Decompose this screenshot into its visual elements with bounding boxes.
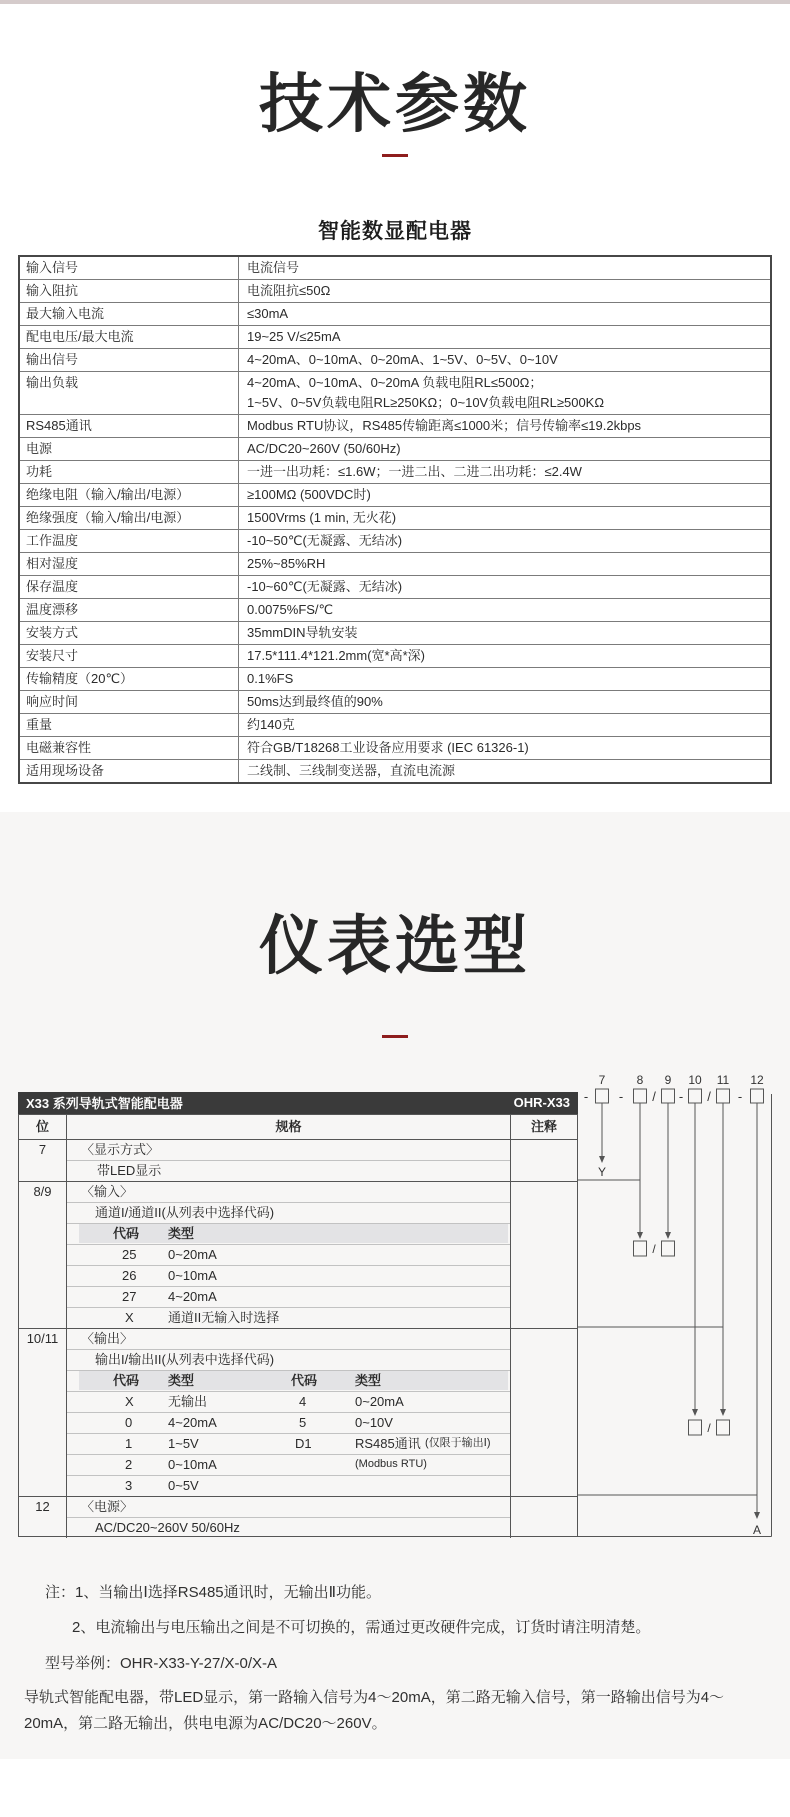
selection-row [19, 1265, 577, 1286]
note-cell [511, 1370, 577, 1391]
spec-value: 符合GB/T18268工业设备应用要求 (IEC 61326-1) [247, 740, 529, 756]
position-cell [19, 1454, 67, 1475]
selection-table-column-headers [19, 1115, 577, 1139]
spec-label: 重量 [20, 714, 239, 736]
spec-value: ≤30mA [247, 306, 289, 322]
note-cell [511, 1223, 577, 1244]
spec-row [20, 279, 770, 302]
spec-row [20, 437, 770, 460]
selection-row [19, 1328, 577, 1349]
spec-label: 电源 [20, 438, 239, 460]
pair-slash: / [707, 1420, 711, 1435]
spec-cell: 2 0~10mA (Modbus RTU) [67, 1454, 511, 1475]
selection-row [19, 1454, 577, 1475]
spec-value: 35mmDIN导轨安装 [247, 625, 358, 641]
spec-value: 17.5*111.4*121.2mm(宽*高*深) [247, 648, 425, 664]
selection-table [18, 1114, 578, 1537]
spec-label: 功耗 [20, 461, 239, 483]
title-divider [382, 154, 408, 157]
spec-row [20, 529, 770, 552]
spec-value: Modbus RTU协议，RS485传输距离≤1000米；信号传输率≤19.2kbps [247, 418, 642, 434]
spec-row [20, 759, 770, 782]
note-cell [511, 1139, 577, 1160]
spec-value: 一进一出功耗：≤1.6W；一进二出、二进二出功耗：≤2.4W [247, 464, 582, 480]
note-cell [511, 1244, 577, 1265]
spec-label: 温度漂移 [20, 599, 239, 621]
selection-row [19, 1412, 577, 1433]
ordering-notes [0, 1581, 790, 1737]
selection-row [19, 1286, 577, 1307]
selection-row [19, 1391, 577, 1412]
note-1: 注：1、当输出Ⅰ选择RS485通讯时，无输出Ⅱ功能。 [45, 1583, 382, 1601]
input-code-box-2 [662, 1241, 675, 1256]
spec-cell: 3 0~5V [67, 1475, 511, 1496]
model-example: 型号举例：OHR-X33-Y-27/X-0/X-A [45, 1654, 278, 1672]
code-separator: / [652, 1088, 656, 1104]
code-box-9 [662, 1089, 675, 1103]
arrow-output2 [720, 1409, 726, 1416]
note-cell [511, 1475, 577, 1496]
code-separator: - [618, 1088, 624, 1104]
spec-value: 0.1%FS [247, 671, 294, 687]
spec-value: 4~20mA、0~10mA、0~20mA 负载电阻RL≤500Ω； 1~5V、0~5V负载电阻RL≥250KΩ；0~10V负载电阻RL≥500KΩ [247, 375, 605, 411]
code-separator: - [678, 1088, 684, 1104]
spec-cell: AC/DC20~260V 50/60Hz [67, 1517, 511, 1538]
position-cell: 10/11 [19, 1328, 67, 1349]
spec-label: 输出负载 [20, 372, 239, 414]
selection-row [19, 1370, 577, 1391]
spec-row [20, 644, 770, 667]
spec-value: 19~25 V/≤25mA [247, 329, 341, 345]
spec-value: AC/DC20~260V (50/60Hz) [247, 441, 401, 457]
spec-row [20, 575, 770, 598]
spec-value: 50ms达到最终值的90% [247, 694, 383, 710]
selection-rows [19, 1139, 577, 1538]
spec-cell: 0 4~20mA 5 0~10V [67, 1412, 511, 1433]
selection-row [19, 1139, 577, 1160]
spec-row [20, 552, 770, 575]
note-cell [511, 1160, 577, 1181]
arrow-display [599, 1156, 605, 1163]
spec-row [20, 736, 770, 759]
position-cell [19, 1286, 67, 1307]
spec-cell: X 通道II无输入时选择 [67, 1307, 511, 1328]
spec-value: ≥100MΩ (500VDC时) [247, 487, 371, 503]
spec-row [20, 483, 770, 506]
spec-label: 适用现场设备 [20, 760, 239, 782]
spec-label: 绝缘电阻（输入/输出/电源） [20, 484, 239, 506]
position-cell [19, 1223, 67, 1244]
note-cell [511, 1454, 577, 1475]
digit-label: 9 [664, 1072, 672, 1087]
spec-value: 电流阻抗≤50Ω [247, 283, 331, 299]
col-header-note: 注释 [530, 1118, 557, 1134]
note-cell [511, 1349, 577, 1370]
digit-label: 7 [598, 1072, 606, 1087]
note-cell [511, 1181, 577, 1202]
section-tech-specs [0, 4, 790, 812]
digit-label: 8 [636, 1072, 644, 1087]
spec-label: 配电电压/最大电流 [20, 326, 239, 348]
note-2: 2、电流输出与电压输出之间是不可切换的，需通过更改硬件完成，订货时请注明清楚。 [72, 1618, 651, 1636]
position-cell [19, 1412, 67, 1433]
selection-row [19, 1496, 577, 1517]
spec-value: 电流信号 [247, 260, 300, 276]
output-code-box-2 [717, 1420, 730, 1435]
selection-row [19, 1160, 577, 1181]
digit-label: 10 [688, 1072, 702, 1087]
selection-row [19, 1181, 577, 1202]
position-cell [19, 1265, 67, 1286]
col-header-spec: 规格 [67, 1115, 511, 1139]
spec-cell: 〈显示方式〉 [67, 1139, 511, 1160]
note-cell [511, 1433, 577, 1454]
spec-cell: 通道I/通道II(从列表中选择代码) [67, 1202, 511, 1223]
selection-row [19, 1244, 577, 1265]
spec-value: 二线制、三线制变送器，直流电流源 [247, 763, 456, 779]
spec-label: 安装方式 [20, 622, 239, 644]
input-code-box-1 [634, 1241, 647, 1256]
position-cell [19, 1475, 67, 1496]
spec-cell: 输出I/输出II(从列表中选择代码) [67, 1349, 511, 1370]
spec-cell: 代码 类型 代码 类型 [67, 1370, 511, 1391]
spec-cell: 〈输出〉 [67, 1328, 511, 1349]
note-cell [511, 1391, 577, 1412]
spec-label: 相对湿度 [20, 553, 239, 575]
spec-row [20, 414, 770, 437]
code-box-8 [634, 1089, 647, 1103]
arrow-input1 [637, 1232, 643, 1239]
spec-row [20, 690, 770, 713]
position-cell [19, 1307, 67, 1328]
spec-value: -10~50℃(无凝露、无结冰) [247, 533, 403, 549]
spec-label: 输入阻抗 [20, 280, 239, 302]
position-cell [19, 1517, 67, 1538]
selection-row [19, 1202, 577, 1223]
spec-row [20, 460, 770, 483]
selection-row [19, 1349, 577, 1370]
spec-value: 0.0075%FS/℃ [247, 602, 334, 618]
spec-cell: 26 0~10mA [67, 1265, 511, 1286]
spec-label: 绝缘强度（输入/输出/电源） [20, 507, 239, 529]
spec-cell: 〈输入〉 [67, 1181, 511, 1202]
position-cell: 7 [19, 1139, 67, 1160]
spec-value: 约140克 [247, 717, 295, 733]
note-cell [511, 1286, 577, 1307]
selection-row [19, 1517, 577, 1538]
tech-specs-title: 技术参数 [259, 68, 531, 140]
position-cell: 8/9 [19, 1181, 67, 1202]
spec-value: 4~20mA、0~10mA、0~20mA、1~5V、0~5V、0~10V [247, 352, 558, 368]
position-cell [19, 1433, 67, 1454]
position-cell: 12 [19, 1496, 67, 1517]
code-separator: - [583, 1088, 589, 1104]
spec-cell: 25 0~20mA [67, 1244, 511, 1265]
position-cell [19, 1244, 67, 1265]
spec-cell: 〈电源〉 [67, 1496, 511, 1517]
selection-row [19, 1223, 577, 1244]
section-model-selection [0, 812, 790, 1759]
title-divider [382, 1035, 408, 1038]
position-cell [19, 1349, 67, 1370]
spec-label: 最大输入电流 [20, 303, 239, 325]
spec-row [20, 506, 770, 529]
code-separator: - [737, 1088, 743, 1104]
model-description: 导轨式智能配电器，带LED显示，第一路输入信号为4～20mA，第二路无输入信号，第一路输出信号为4～20mA，第二路无输出，供电电源为AC/DC20～260V。 [24, 1688, 725, 1732]
note-cell [511, 1517, 577, 1538]
model-prefix: OHR-X33 [513, 1095, 570, 1111]
spec-value: -10~60℃(无凝露、无结冰) [247, 579, 403, 595]
selection-table-header-bar [18, 1092, 578, 1114]
arrow-power [754, 1512, 760, 1519]
spec-row [20, 598, 770, 621]
code-box-7 [596, 1089, 609, 1103]
note-cell [511, 1265, 577, 1286]
display-code-label: Y [597, 1164, 607, 1179]
spec-row [20, 667, 770, 690]
spec-cell: 1 1~5V D1 RS485通讯 (仅限于输出Ⅰ) [67, 1433, 511, 1454]
spec-row [20, 348, 770, 371]
spec-value: 1500Vrms (1 min, 无火花) [247, 510, 397, 526]
note-cell [511, 1328, 577, 1349]
note-cell [511, 1496, 577, 1517]
spec-row [20, 325, 770, 348]
selection-row [19, 1307, 577, 1328]
spec-row [20, 371, 770, 414]
note-cell [511, 1202, 577, 1223]
spec-row [20, 257, 770, 279]
spec-table-title: 智能数显配电器 [318, 220, 472, 244]
spec-row [20, 621, 770, 644]
spec-label: 保存温度 [20, 576, 239, 598]
position-cell [19, 1202, 67, 1223]
spec-row [20, 713, 770, 736]
model-selection-title: 仪表选型 [259, 910, 531, 983]
note-cell [511, 1412, 577, 1433]
power-code-label: A [752, 1522, 762, 1537]
code-box-11 [717, 1089, 730, 1103]
arrow-input2 [665, 1232, 671, 1239]
spec-row [20, 302, 770, 325]
code-box-12 [751, 1089, 764, 1103]
code-separator: / [707, 1088, 711, 1104]
output-code-box-1 [689, 1420, 702, 1435]
spec-cell: 代码 类型 [67, 1223, 511, 1244]
spec-label: 传输精度（20℃） [20, 668, 239, 690]
spec-cell: 27 4~20mA [67, 1286, 511, 1307]
spec-label: 输出信号 [20, 349, 239, 371]
selection-row [19, 1433, 577, 1454]
arrow-output1 [692, 1409, 698, 1416]
spec-label: 响应时间 [20, 691, 239, 713]
position-cell [19, 1370, 67, 1391]
note-cell [511, 1307, 577, 1328]
code-box-10 [689, 1089, 702, 1103]
spec-label: 电磁兼容性 [20, 737, 239, 759]
model-selection-area [0, 1072, 790, 1537]
spec-cell: X 无输出 4 0~20mA [67, 1391, 511, 1412]
spec-label: 工作温度 [20, 530, 239, 552]
spec-label: RS485通讯 [20, 415, 239, 437]
spec-label: 安装尺寸 [20, 645, 239, 667]
col-header-pos: 位 [19, 1115, 67, 1139]
position-cell [19, 1160, 67, 1181]
selection-row [19, 1475, 577, 1496]
digit-label: 12 [750, 1072, 764, 1087]
spec-table [18, 255, 772, 784]
spec-cell: 带LED显示 [67, 1160, 511, 1181]
pair-slash: / [652, 1241, 656, 1256]
spec-label: 输入信号 [20, 257, 239, 279]
spec-value: 25%~85%RH [247, 556, 326, 572]
series-title: X33 系列导轨式智能配电器 [26, 1096, 183, 1112]
digit-label: 11 [716, 1072, 730, 1087]
position-cell [19, 1391, 67, 1412]
